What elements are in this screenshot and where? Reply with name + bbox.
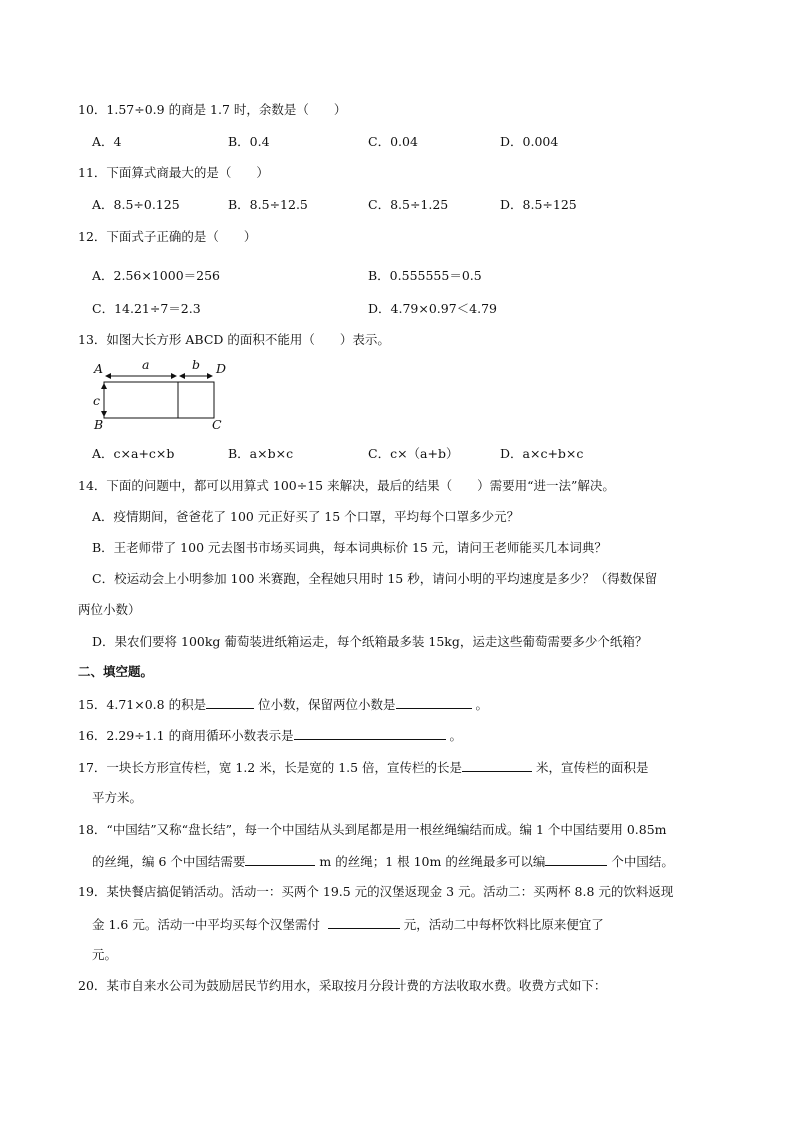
q10-option-d: D．0.004 — [500, 134, 559, 149]
q14-option-c: C．校运动会上小明参加 100 米赛跑，全程她只用时 15 秒，请问小明的平均速度是多少？（得数保留 — [92, 571, 658, 586]
q10-option-b: B．0.4 — [228, 134, 270, 149]
rectangle-figure — [92, 362, 232, 434]
q15-text-3: 。 — [471, 697, 489, 712]
label-b: b — [192, 357, 201, 372]
q12-option-c: C．14.21÷7＝2.3 — [92, 301, 201, 316]
q11-option-a: A．8.5÷0.125 — [92, 197, 180, 212]
q10-option-a: A．4 — [92, 134, 122, 149]
q13-option-d: D．a×c+b×c — [500, 446, 584, 461]
q18-blank-1[interactable] — [245, 853, 315, 866]
q10-stem: 10．1.57÷0.9 的商是 1.7 时，余数是（ ） — [78, 102, 347, 117]
q15-blank-2[interactable] — [396, 696, 472, 709]
q11-option-d: D．8.5÷125 — [500, 197, 577, 212]
q18-blank-2[interactable] — [545, 853, 607, 866]
q15-blank-1[interactable] — [206, 696, 254, 709]
q16 — [78, 727, 462, 744]
q20-stem: 20．某市自来水公司为鼓励居民节约用水，采取按月分段计费的方法收取水费。收费方式如下： — [78, 978, 607, 993]
q19-line-1: 19．某快餐店搞促销活动。活动一：买两个 19.5 元的汉堡返现金 3 元。活动二：买两杯 8.8 元的饮料返现 — [78, 884, 674, 899]
q14-stem: 14．下面的问题中，都可以用算式 100÷15 来解决，最后的结果（ ）需要用“进一法”解决。 — [78, 478, 615, 493]
q14-option-b: B．王老师带了 100 元去图书市场买词典，每本词典标价 15 元，请问王老师能买几本词典？ — [92, 540, 607, 555]
q14-option-c-cont: 两位小数） — [78, 602, 141, 617]
q16-text-1: 16．2.29÷1.1 的商用循环小数表示是 — [78, 728, 294, 743]
label-A: A — [94, 361, 104, 376]
q18-text-2: m 的丝绳；1 根 10m 的丝绳最多可以编 — [315, 854, 546, 869]
q17-text-2: 米，宣传栏的面积是 — [532, 760, 649, 775]
q15-text-2: 位小数，保留两位小数是 — [254, 697, 396, 712]
label-a: a — [142, 357, 150, 372]
q16-blank-1[interactable] — [294, 727, 446, 740]
q17-text-1: 17．一块长方形宣传栏，宽 1.2 米，长是宽的 1.5 倍，宣传栏的长是 — [78, 760, 463, 775]
q13-stem: 13．如图大长方形 ABCD 的面积不能用（ ）表示。 — [78, 332, 390, 347]
q14-option-d: D．果农们要将 100kg 葡萄装进纸箱运走，每个纸箱最多装 15kg，运走这些葡萄需要多少个纸箱？ — [92, 634, 648, 649]
q11-stem: 11．下面算式商最大的是（ ） — [78, 165, 269, 180]
q14-option-a: A．疫情期间，爸爸花了 100 元正好买了 15 个口罩，平均每个口罩多少元？ — [92, 509, 520, 524]
rectangle-diagram — [92, 357, 232, 434]
q17-blank-1[interactable] — [462, 759, 532, 772]
q18-text-1: 的丝绳，编 6 个中国结需要 — [92, 854, 246, 869]
q18-line-2 — [92, 853, 674, 870]
q11-option-c: C．8.5÷1.25 — [368, 197, 449, 212]
q10-option-c: C．0.04 — [368, 134, 418, 149]
q12-option-d: D．4.79×0.97＜4.79 — [368, 301, 497, 316]
label-c: c — [93, 393, 101, 408]
q19-text-2: 元，活动二中每杯饮料比原来便宜了 — [399, 917, 604, 932]
q12-stem: 12．下面式子正确的是（ ） — [78, 229, 257, 244]
label-B: B — [94, 417, 104, 432]
q13-option-c: C．c×（a+b） — [368, 446, 459, 461]
q12-option-a: A．2.56×1000＝256 — [92, 268, 221, 283]
q15 — [78, 696, 488, 713]
q17-line-2: 平方米。 — [92, 790, 143, 805]
q19-line-3: 元。 — [92, 947, 118, 962]
section-heading: 二、填空题。 — [78, 664, 154, 679]
q15-text-1: 15．4.71×0.8 的积是 — [78, 697, 207, 712]
q16-text-2: 。 — [445, 728, 463, 743]
q19-blank-1[interactable] — [328, 916, 400, 929]
q19-text-1: 金 1.6 元。活动一中平均买每个汉堡需付 — [92, 917, 320, 932]
q18-text-3: 个中国结。 — [607, 854, 674, 869]
label-C: C — [212, 417, 222, 432]
q18-line-1: 18．“中国结”又称“盘长结”，每一个中国结从头到尾都是用一根丝绳编结而成。编 1 个中国结要用 0.85m — [78, 822, 667, 837]
label-D: D — [216, 361, 227, 376]
big-rectangle — [104, 382, 214, 418]
q13-option-a: A．c×a+c×b — [92, 446, 175, 461]
q19-line-2 — [92, 916, 604, 933]
q17 — [78, 759, 649, 776]
q12-option-b: B．0.555555＝0.5 — [368, 268, 482, 283]
q13-option-b: B．a×b×c — [228, 446, 294, 461]
q11-option-b: B．8.5÷12.5 — [228, 197, 308, 212]
